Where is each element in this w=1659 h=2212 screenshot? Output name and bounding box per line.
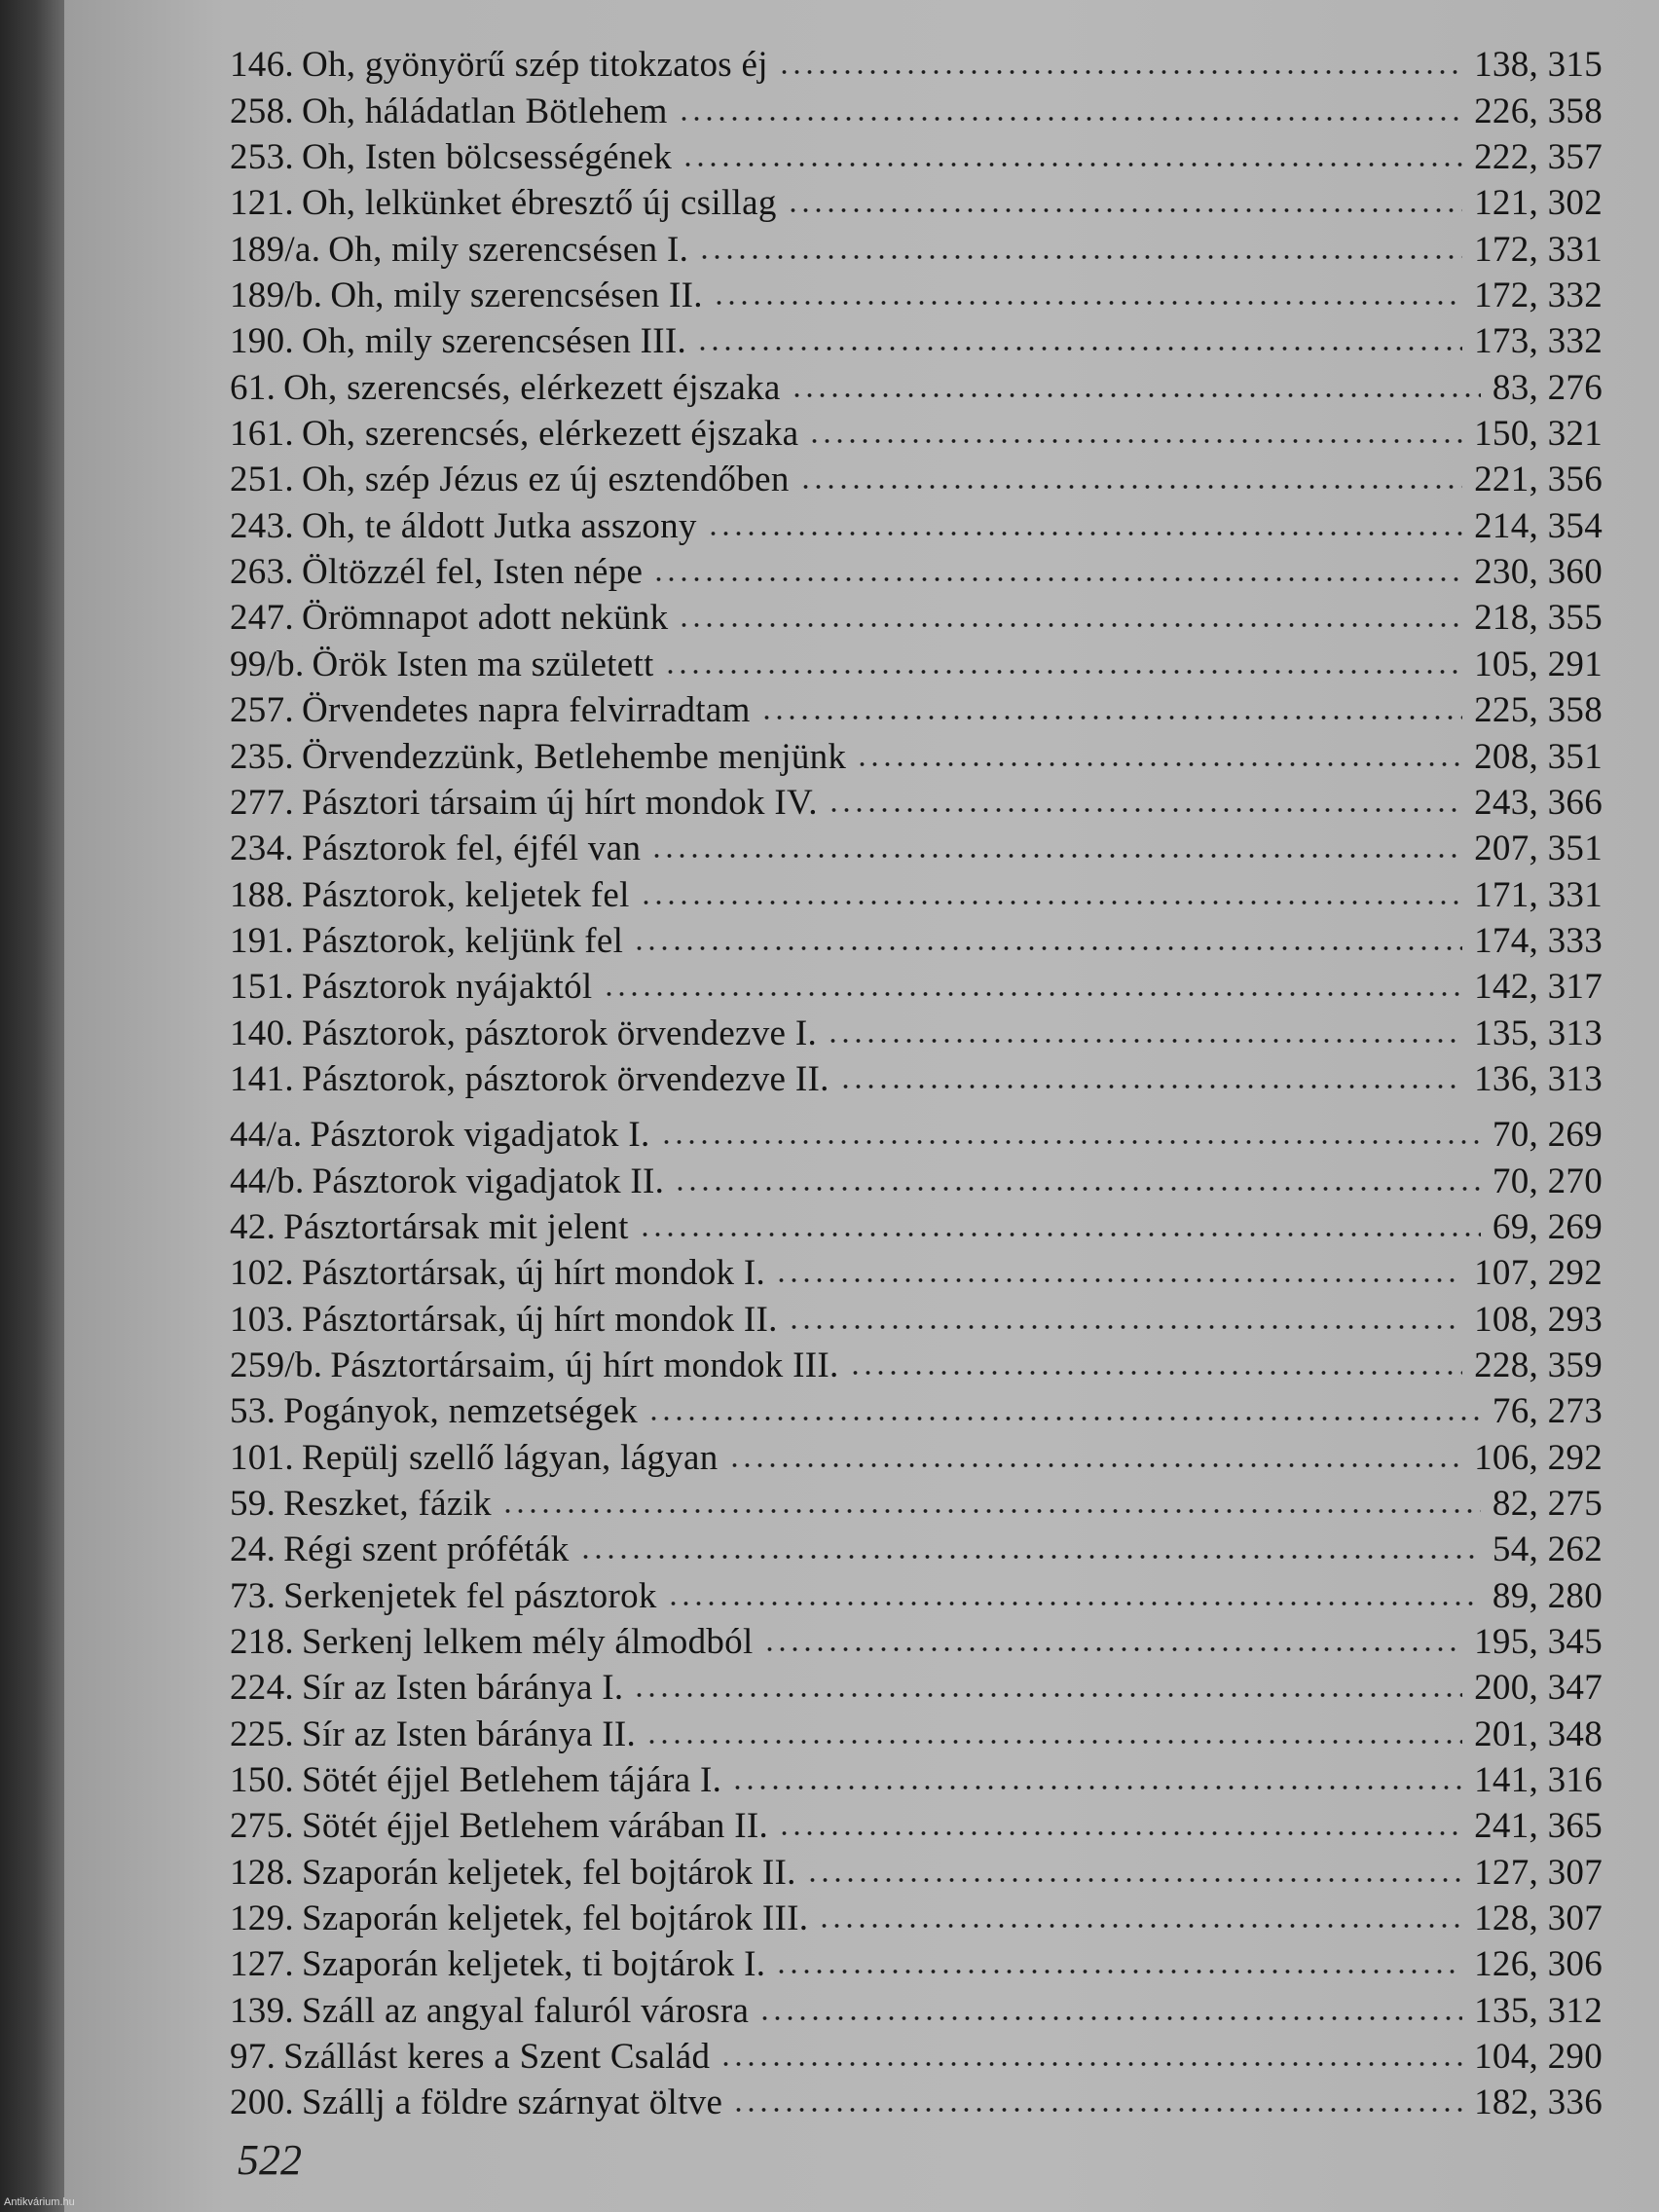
index-entry	[230, 452, 1603, 498]
entry-number: 99/b.	[230, 644, 305, 684]
entry-number: 102.	[230, 1253, 294, 1294]
entry-title: Száll az angyal faluról városra	[301, 1990, 750, 2031]
index-entry	[230, 636, 1603, 682]
entry-number: 200.	[230, 2083, 294, 2123]
index-entry	[230, 1153, 1603, 1201]
index-entry	[230, 37, 1603, 86]
dot-leader	[633, 1690, 1462, 1700]
entry-pages: 207, 351	[1474, 829, 1603, 869]
dot-leader	[778, 67, 1462, 77]
entry-title: Oh, te áldott Jutka asszony	[301, 505, 697, 546]
dot-leader	[678, 620, 1462, 630]
index-entry	[230, 1567, 1603, 1616]
dot-leader	[719, 2059, 1462, 2069]
dot-leader	[731, 1783, 1462, 1792]
entry-number: 44/a.	[230, 1115, 303, 1156]
dot-leader	[788, 1322, 1462, 1332]
entry-title: Serkenj lelkem mély álmodból	[301, 1622, 754, 1663]
dot-leader	[763, 1644, 1463, 1654]
entry-pages: 195, 345	[1474, 1622, 1603, 1663]
page-number: 522	[238, 2136, 302, 2184]
entry-pages: 173, 332	[1474, 321, 1603, 362]
entry-title: Szaporán keljetek, fel bojtárok II.	[301, 1852, 796, 1893]
index-entry	[230, 1051, 1603, 1097]
entry-pages: 89, 280	[1492, 1575, 1603, 1616]
entry-number: 139.	[230, 1990, 294, 2031]
watermark: Antikvárium.hu	[4, 2196, 75, 2208]
entry-number: 44/b.	[230, 1161, 305, 1201]
entry-title: Pásztortársak, új hírt mondok II.	[301, 1299, 778, 1340]
dot-leader	[758, 2013, 1462, 2023]
entry-pages: 221, 356	[1474, 460, 1603, 500]
entry-pages: 107, 292	[1474, 1253, 1603, 1294]
index-entry	[230, 1844, 1603, 1893]
dot-leader	[827, 1036, 1462, 1046]
index-entry	[230, 1798, 1603, 1847]
entry-pages: 69, 269	[1492, 1206, 1603, 1247]
entry-number: 243.	[230, 505, 294, 546]
entry-pages: 108, 293	[1474, 1299, 1603, 1340]
entry-number: 224.	[230, 1668, 294, 1709]
dot-leader	[664, 667, 1462, 677]
entry-pages: 138, 315	[1474, 45, 1603, 86]
entry-number: 53.	[230, 1391, 276, 1432]
entry-pages: 226, 358	[1474, 91, 1603, 131]
entry-title: Pásztorok vigadjatok II.	[312, 1161, 665, 1201]
entry-title: Serkenjetek fel pásztorok	[283, 1575, 657, 1616]
entry-title: Pásztortársak, új hírt mondok I.	[301, 1253, 766, 1294]
entry-number: 234.	[230, 829, 294, 869]
entry-number: 161.	[230, 414, 294, 455]
entry-number: 259/b.	[230, 1345, 323, 1385]
entry-title: Oh, mily szerencsésen I.	[328, 229, 689, 270]
entry-pages: 106, 292	[1474, 1437, 1603, 1478]
entry-pages: 76, 273	[1492, 1391, 1603, 1432]
entry-number: 258.	[230, 91, 294, 131]
dot-leader	[787, 205, 1462, 215]
entry-pages: 83, 276	[1492, 367, 1603, 408]
index-entry	[230, 83, 1603, 129]
entry-title: Örvendetes napra felvirradtam	[301, 690, 751, 731]
entry-number: 247.	[230, 598, 294, 639]
dot-leader	[713, 298, 1462, 308]
entry-title: Örök Isten ma született	[312, 644, 654, 684]
entry-pages: 141, 316	[1474, 1760, 1603, 1801]
entry-title: Oh, mily szerencsésen II.	[330, 276, 703, 316]
index-entry	[230, 1199, 1603, 1245]
entry-title: Pásztortársaim, új hírt mondok III.	[330, 1345, 839, 1385]
dot-leader	[645, 1737, 1462, 1747]
entry-pages: 201, 348	[1474, 1714, 1603, 1754]
entry-number: 141.	[230, 1058, 294, 1099]
entry-title: Pásztorok, pásztorok örvendezve II.	[301, 1058, 830, 1099]
index-entry	[230, 175, 1603, 224]
entry-title: Oh, Isten bölcsességének	[301, 137, 673, 178]
entry-pages: 208, 351	[1474, 736, 1603, 777]
index-entry	[230, 129, 1603, 178]
entry-title: Szaporán keljetek, ti bojtárok I.	[301, 1944, 766, 1985]
entry-number: 59.	[230, 1484, 276, 1524]
entry-number: 218.	[230, 1622, 294, 1663]
entry-title: Sötét éjjel Betlehem tájára I.	[301, 1760, 722, 1801]
index-entry	[230, 775, 1603, 821]
dot-leader	[760, 713, 1462, 722]
dot-leader	[806, 1875, 1462, 1885]
entry-title: Öltözzél fel, Isten népe	[301, 552, 644, 593]
entry-title: Oh, háládatlan Bötlehem	[301, 91, 668, 131]
entry-number: 129.	[230, 1899, 294, 1939]
entry-number: 251.	[230, 460, 294, 500]
index-entry	[230, 590, 1603, 639]
entry-title: Örvendezzünk, Betlehembe menjünk	[301, 736, 847, 777]
entry-number: 151.	[230, 967, 294, 1008]
dot-leader	[696, 344, 1462, 353]
index-entry	[230, 359, 1603, 408]
index-entry	[230, 1476, 1603, 1522]
dot-leader	[856, 759, 1462, 769]
dot-leader	[501, 1506, 1481, 1516]
entry-number: 146.	[230, 45, 294, 86]
dot-leader	[633, 943, 1462, 953]
index-entry	[230, 1706, 1603, 1754]
entry-title: Pásztortársak mit jelent	[283, 1206, 629, 1247]
entry-number: 277.	[230, 782, 294, 823]
entry-pages: 104, 290	[1474, 2037, 1603, 2078]
entry-pages: 228, 359	[1474, 1345, 1603, 1385]
entry-pages: 172, 332	[1474, 276, 1603, 316]
dot-leader	[818, 1921, 1462, 1931]
entry-title: Szaporán keljetek, fel bojtárok III.	[301, 1899, 809, 1939]
entry-title: Szállást keres a Szent Család	[283, 2037, 711, 2078]
entry-number: 121.	[230, 183, 294, 224]
dot-leader	[660, 1137, 1481, 1147]
entry-number: 140.	[230, 1013, 294, 1053]
entry-pages: 135, 312	[1474, 1990, 1603, 2031]
entry-pages: 150, 321	[1474, 414, 1603, 455]
entry-pages: 82, 275	[1492, 1484, 1603, 1524]
entry-title: Pásztori társaim új hírt mondok IV.	[301, 782, 818, 823]
entry-number: 189/a.	[230, 229, 321, 270]
index-entry	[230, 1107, 1603, 1156]
dot-leader	[579, 1552, 1481, 1562]
entry-pages: 105, 291	[1474, 644, 1603, 684]
dot-leader	[650, 851, 1462, 861]
entry-number: 61.	[230, 367, 276, 408]
entry-pages: 128, 307	[1474, 1899, 1603, 1939]
index-entry	[230, 1005, 1603, 1051]
index-entry	[230, 406, 1603, 455]
entry-number: 253.	[230, 137, 294, 178]
dot-leader	[603, 989, 1463, 999]
dot-leader	[639, 1230, 1481, 1239]
entry-title: Reszket, fázik	[283, 1484, 492, 1524]
entry-title: Örömnapot adott nekünk	[301, 598, 669, 639]
index-entry	[230, 544, 1603, 593]
entry-number: 263.	[230, 552, 294, 593]
entry-title: Pásztorok, keljünk fel	[301, 920, 624, 961]
entry-title: Szállj a földre szárnyat öltve	[301, 2083, 723, 2123]
entry-number: 97.	[230, 2037, 276, 2078]
dot-leader	[808, 436, 1462, 446]
entry-number: 101.	[230, 1437, 294, 1478]
entry-title: Oh, lelkünket ébresztő új csillag	[301, 183, 777, 224]
index-entry	[230, 728, 1603, 777]
entry-title: Pásztorok fel, éjfél van	[301, 829, 642, 869]
entry-title: Sötét éjjel Betlehem várában II.	[301, 1806, 769, 1847]
entry-pages: 135, 313	[1474, 1013, 1603, 1053]
entry-title: Repülj szellő lágyan, lágyan	[301, 1437, 719, 1478]
entry-number: 128.	[230, 1852, 294, 1893]
index-entry	[230, 268, 1603, 316]
dot-leader	[667, 1599, 1481, 1608]
entry-pages: 218, 355	[1474, 598, 1603, 639]
index-entry	[230, 1338, 1603, 1383]
entry-pages: 142, 317	[1474, 967, 1603, 1008]
index-list	[230, 37, 1603, 2123]
dot-leader	[828, 805, 1462, 815]
dot-leader	[652, 574, 1462, 584]
dot-leader	[647, 1414, 1481, 1423]
entry-title: Oh, szerencsés, elérkezett éjszaka	[283, 367, 781, 408]
index-entry	[230, 313, 1603, 362]
entry-pages: 70, 269	[1492, 1115, 1603, 1156]
entry-number: 225.	[230, 1714, 294, 1754]
entry-title: Pásztorok, keljetek fel	[301, 874, 630, 915]
entry-title: Pogányok, nemzetségek	[283, 1391, 639, 1432]
index-entry	[230, 1245, 1603, 1294]
dot-leader	[698, 252, 1462, 262]
entry-number: 127.	[230, 1944, 294, 1985]
index-entry	[230, 1383, 1603, 1432]
entry-pages: 174, 333	[1474, 920, 1603, 961]
entry-title: Pásztorok nyájaktól	[301, 967, 593, 1008]
entry-number: 257.	[230, 690, 294, 731]
dot-leader	[732, 2105, 1462, 2115]
index-entry	[230, 682, 1603, 731]
entry-number: 73.	[230, 1575, 276, 1616]
entry-title: Sír az Isten báránya II.	[301, 1714, 637, 1754]
entry-pages: 182, 336	[1474, 2083, 1603, 2123]
entry-pages: 54, 262	[1492, 1530, 1603, 1570]
entry-title: Pásztorok vigadjatok I.	[310, 1115, 650, 1156]
entry-pages: 172, 331	[1474, 229, 1603, 270]
index-entry	[230, 1614, 1603, 1663]
index-entry	[230, 1291, 1603, 1340]
index-entry	[230, 821, 1603, 869]
dot-leader	[775, 1275, 1462, 1285]
index-entry	[230, 1429, 1603, 1478]
entry-title: Régi szent próféták	[283, 1530, 570, 1570]
entry-number: 42.	[230, 1206, 276, 1247]
entry-title: Oh, szép Jézus ez új esztendőben	[301, 460, 790, 500]
entry-pages: 171, 331	[1474, 874, 1603, 915]
book-spine-shadow	[0, 0, 64, 2212]
dot-leader	[791, 390, 1481, 400]
index-entry	[230, 959, 1603, 1008]
index-entry	[230, 1936, 1603, 1985]
entry-pages: 127, 307	[1474, 1852, 1603, 1893]
index-entry	[230, 1982, 1603, 2031]
index-entry	[230, 1752, 1603, 1801]
dot-leader	[775, 1967, 1462, 1976]
dot-leader	[682, 160, 1462, 169]
entry-pages: 225, 358	[1474, 690, 1603, 731]
index-entry	[230, 498, 1603, 546]
entry-number: 189/b.	[230, 276, 323, 316]
entry-pages: 126, 306	[1474, 1944, 1603, 1985]
entry-pages: 243, 366	[1474, 782, 1603, 823]
entry-title: Oh, szerencsés, elérkezett éjszaka	[301, 414, 799, 455]
dot-leader	[728, 1460, 1463, 1470]
dot-leader	[849, 1368, 1463, 1378]
entry-title: Pásztorok, pásztorok örvendezve I.	[301, 1013, 818, 1053]
index-entry	[230, 1522, 1603, 1570]
entry-number: 275.	[230, 1806, 294, 1847]
entry-pages: 70, 270	[1492, 1161, 1603, 1201]
entry-number: 191.	[230, 920, 294, 961]
entry-pages: 241, 365	[1474, 1806, 1603, 1847]
entry-pages: 222, 357	[1474, 137, 1603, 178]
entry-number: 24.	[230, 1530, 276, 1570]
entry-title: Oh, mily szerencsésen III.	[301, 321, 687, 362]
index-entry	[230, 866, 1603, 915]
entry-number: 103.	[230, 1299, 294, 1340]
dot-leader	[839, 1082, 1462, 1091]
index-entry	[230, 221, 1603, 270]
index-entry	[230, 1891, 1603, 1939]
entry-pages: 200, 347	[1474, 1668, 1603, 1709]
index-entry	[230, 2075, 1603, 2123]
dot-leader	[674, 1184, 1481, 1194]
dot-leader	[678, 114, 1462, 124]
entry-title: Sír az Isten báránya I.	[301, 1668, 624, 1709]
entry-pages: 230, 360	[1474, 552, 1603, 593]
entry-title: Oh, gyönyörű szép titokzatos éj	[301, 45, 768, 86]
entry-number: 235.	[230, 736, 294, 777]
entry-number: 190.	[230, 321, 294, 362]
index-entry	[230, 2029, 1603, 2078]
entry-number: 150.	[230, 1760, 294, 1801]
entry-pages: 121, 302	[1474, 183, 1603, 224]
dot-leader	[799, 482, 1462, 492]
dot-leader	[707, 529, 1462, 538]
index-entry	[230, 1660, 1603, 1709]
entry-number: 188.	[230, 874, 294, 915]
dot-leader	[640, 898, 1462, 907]
index-entry	[230, 913, 1603, 959]
entry-pages: 136, 313	[1474, 1058, 1603, 1099]
entry-pages: 214, 354	[1474, 505, 1603, 546]
dot-leader	[778, 1828, 1462, 1838]
